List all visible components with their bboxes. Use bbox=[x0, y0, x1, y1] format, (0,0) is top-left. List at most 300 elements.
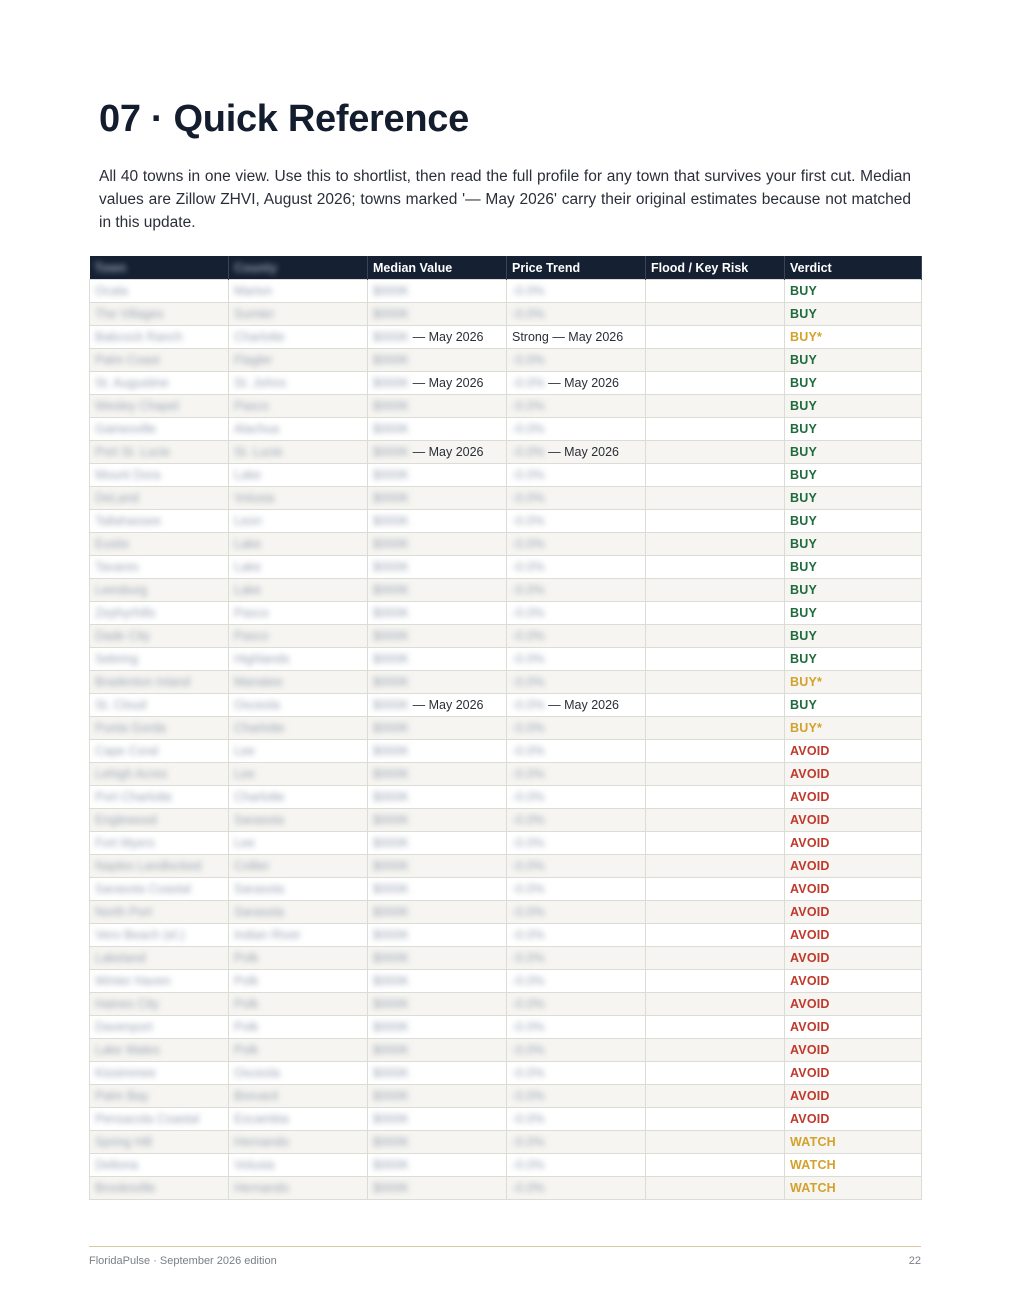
cell-town: North Port bbox=[90, 901, 229, 924]
cell-verdict bbox=[785, 602, 922, 625]
cell-median-value: $000K bbox=[368, 533, 507, 556]
cell-town: Eustis bbox=[90, 533, 229, 556]
verdict-badge: AVOID bbox=[790, 1066, 830, 1080]
verdict-badge: BUY bbox=[790, 445, 817, 459]
cell-town: Brooksville bbox=[90, 1177, 229, 1200]
cell-county: Alachua bbox=[229, 418, 368, 441]
cell-flood-risk bbox=[646, 464, 785, 487]
cell-town: Port St. Lucie bbox=[90, 441, 229, 464]
cell-median-value: $000K — May 2026 bbox=[368, 441, 507, 464]
cell-town: Davenport bbox=[90, 1016, 229, 1039]
cell-flood-risk bbox=[646, 1062, 785, 1085]
cell-price-trend: -0.0% bbox=[507, 901, 646, 924]
cell-flood-risk bbox=[646, 418, 785, 441]
cell-county: Sumter bbox=[229, 303, 368, 326]
cell-verdict bbox=[785, 1108, 922, 1131]
table-row bbox=[90, 395, 922, 418]
cell-town: Palm Bay bbox=[90, 1085, 229, 1108]
cell-price-trend: Strong — May 2026 bbox=[507, 326, 646, 349]
cell-verdict bbox=[785, 395, 922, 418]
verdict-badge: AVOID bbox=[790, 905, 830, 919]
cell-county: Manatee bbox=[229, 671, 368, 694]
cell-price-trend: -0.0% — May 2026 bbox=[507, 441, 646, 464]
cell-verdict bbox=[785, 1085, 922, 1108]
cell-price-trend: -0.0% bbox=[507, 1154, 646, 1177]
col-header-verdict: Verdict bbox=[785, 256, 922, 280]
table-row bbox=[90, 510, 922, 533]
table-header-row bbox=[90, 256, 922, 280]
cell-verdict bbox=[785, 671, 922, 694]
cell-county: Polk bbox=[229, 970, 368, 993]
cell-flood-risk bbox=[646, 924, 785, 947]
cell-median-value: $000K — May 2026 bbox=[368, 372, 507, 395]
cell-flood-risk bbox=[646, 372, 785, 395]
cell-price-trend: -0.0% bbox=[507, 924, 646, 947]
cell-county: Polk bbox=[229, 947, 368, 970]
cell-town: Zephyrhills bbox=[90, 602, 229, 625]
cell-price-trend: -0.0% bbox=[507, 1039, 646, 1062]
cell-town: Mount Dora bbox=[90, 464, 229, 487]
cell-county: Sarasota bbox=[229, 878, 368, 901]
cell-town: Sebring bbox=[90, 648, 229, 671]
table-row bbox=[90, 464, 922, 487]
verdict-badge: BUY bbox=[790, 514, 817, 528]
cell-town: Fort Myers bbox=[90, 832, 229, 855]
table-row bbox=[90, 763, 922, 786]
cell-flood-risk bbox=[646, 832, 785, 855]
cell-price-trend: -0.0% bbox=[507, 418, 646, 441]
cell-county: Lake bbox=[229, 556, 368, 579]
cell-verdict bbox=[785, 303, 922, 326]
cell-county: Volusia bbox=[229, 1154, 368, 1177]
cell-flood-risk bbox=[646, 556, 785, 579]
cell-price-trend: -0.0% bbox=[507, 740, 646, 763]
cell-verdict bbox=[785, 418, 922, 441]
verdict-badge: AVOID bbox=[790, 1020, 830, 1034]
cell-county: Lee bbox=[229, 832, 368, 855]
cell-price-trend: -0.0% bbox=[507, 303, 646, 326]
verdict-badge: BUY bbox=[790, 560, 817, 574]
verdict-badge: BUY bbox=[790, 307, 817, 321]
cell-verdict bbox=[785, 1154, 922, 1177]
cell-town: Lake Wales bbox=[90, 1039, 229, 1062]
cell-price-trend: -0.0% bbox=[507, 878, 646, 901]
cell-price-trend: -0.0% bbox=[507, 809, 646, 832]
cell-town: Tavares bbox=[90, 556, 229, 579]
verdict-badge: BUY bbox=[790, 583, 817, 597]
cell-price-trend: -0.0% bbox=[507, 556, 646, 579]
cell-town: Sarasota Coastal bbox=[90, 878, 229, 901]
verdict-badge: AVOID bbox=[790, 859, 830, 873]
cell-flood-risk bbox=[646, 625, 785, 648]
footer-page-number: 22 bbox=[908, 1255, 921, 1267]
cell-verdict bbox=[785, 763, 922, 786]
table-row bbox=[90, 625, 922, 648]
cell-town: Winter Haven bbox=[90, 970, 229, 993]
cell-price-trend: -0.0% bbox=[507, 1177, 646, 1200]
cell-verdict bbox=[785, 533, 922, 556]
cell-median-value: $000K bbox=[368, 510, 507, 533]
cell-county: Sarasota bbox=[229, 901, 368, 924]
cell-price-trend: -0.0% bbox=[507, 533, 646, 556]
cell-county: Charlotte bbox=[229, 786, 368, 809]
intro-paragraph: All 40 towns in one view. Use this to shortlist, then read the full profile for any town that survives your first cut. Median values are Zillow ZHVI, August 2026; towns marked '— May 2026' carry their original estimates because not matched in this update. bbox=[99, 168, 911, 231]
cell-verdict bbox=[785, 855, 922, 878]
cell-county: Lake bbox=[229, 464, 368, 487]
cell-median-value: $000K bbox=[368, 993, 507, 1016]
cell-median-value: $000K bbox=[368, 671, 507, 694]
cell-town: Englewood bbox=[90, 809, 229, 832]
cell-price-trend: -0.0% bbox=[507, 1085, 646, 1108]
cell-flood-risk bbox=[646, 648, 785, 671]
cell-flood-risk bbox=[646, 1085, 785, 1108]
cell-median-value: $000K bbox=[368, 648, 507, 671]
verdict-badge: BUY bbox=[790, 422, 817, 436]
cell-verdict bbox=[785, 349, 922, 372]
table-row bbox=[90, 671, 922, 694]
verdict-badge: BUY bbox=[790, 468, 817, 482]
cell-flood-risk bbox=[646, 1177, 785, 1200]
cell-flood-risk bbox=[646, 694, 785, 717]
cell-town: Dade City bbox=[90, 625, 229, 648]
cell-county: Osceola bbox=[229, 1062, 368, 1085]
verdict-badge: BUY bbox=[790, 399, 817, 413]
cell-median-value: $000K bbox=[368, 1039, 507, 1062]
col-header-median-value: Median Value bbox=[368, 256, 507, 280]
cell-county: Lake bbox=[229, 533, 368, 556]
cell-median-value: $000K bbox=[368, 1177, 507, 1200]
cell-county: St. Johns bbox=[229, 372, 368, 395]
cell-median-value: $000K bbox=[368, 809, 507, 832]
cell-flood-risk bbox=[646, 602, 785, 625]
cell-town: Punta Gorda bbox=[90, 717, 229, 740]
cell-median-value: $000K bbox=[368, 487, 507, 510]
cell-verdict bbox=[785, 625, 922, 648]
cell-median-value: $000K bbox=[368, 740, 507, 763]
cell-town: Pensacola Coastal bbox=[90, 1108, 229, 1131]
cell-verdict bbox=[785, 441, 922, 464]
verdict-badge: AVOID bbox=[790, 1089, 830, 1103]
cell-county: Lee bbox=[229, 763, 368, 786]
cell-county: Hernando bbox=[229, 1177, 368, 1200]
verdict-badge: AVOID bbox=[790, 813, 830, 827]
cell-price-trend: -0.0% bbox=[507, 671, 646, 694]
table-row bbox=[90, 1062, 922, 1085]
cell-price-trend: -0.0% bbox=[507, 947, 646, 970]
cell-price-trend: -0.0% bbox=[507, 464, 646, 487]
table-row bbox=[90, 970, 922, 993]
table-row bbox=[90, 1108, 922, 1131]
col-header-county: County bbox=[229, 256, 368, 280]
page-title: 07 · Quick Reference bbox=[99, 98, 469, 140]
cell-town: Wesley Chapel bbox=[90, 395, 229, 418]
table-row bbox=[90, 993, 922, 1016]
cell-median-value: $000K bbox=[368, 625, 507, 648]
cell-town: The Villages bbox=[90, 303, 229, 326]
cell-price-trend: -0.0% bbox=[507, 1062, 646, 1085]
cell-town: Leesburg bbox=[90, 579, 229, 602]
verdict-badge: BUY bbox=[790, 491, 817, 505]
cell-verdict bbox=[785, 786, 922, 809]
cell-flood-risk bbox=[646, 1154, 785, 1177]
table-row bbox=[90, 740, 922, 763]
cell-county: Brevard bbox=[229, 1085, 368, 1108]
verdict-badge: BUY bbox=[790, 629, 817, 643]
verdict-badge: WATCH bbox=[790, 1158, 836, 1172]
cell-price-trend: -0.0% bbox=[507, 648, 646, 671]
cell-flood-risk bbox=[646, 901, 785, 924]
cell-flood-risk bbox=[646, 1108, 785, 1131]
cell-town: Babcock Ranch bbox=[90, 326, 229, 349]
cell-verdict bbox=[785, 809, 922, 832]
cell-median-value: $000K bbox=[368, 579, 507, 602]
verdict-badge: BUY bbox=[790, 606, 817, 620]
cell-county: St. Lucie bbox=[229, 441, 368, 464]
cell-flood-risk bbox=[646, 970, 785, 993]
cell-town: DeLand bbox=[90, 487, 229, 510]
cell-county: Hernando bbox=[229, 1131, 368, 1154]
cell-county: Lee bbox=[229, 740, 368, 763]
cell-median-value: $000K bbox=[368, 602, 507, 625]
verdict-badge: AVOID bbox=[790, 997, 830, 1011]
cell-median-value: $000K bbox=[368, 855, 507, 878]
cell-verdict bbox=[785, 832, 922, 855]
cell-county: Collier bbox=[229, 855, 368, 878]
table-row bbox=[90, 1039, 922, 1062]
table-row bbox=[90, 786, 922, 809]
cell-price-trend: -0.0% bbox=[507, 602, 646, 625]
table-row bbox=[90, 878, 922, 901]
cell-price-trend: -0.0% — May 2026 bbox=[507, 694, 646, 717]
table-row bbox=[90, 924, 922, 947]
cell-town: Kissimmee bbox=[90, 1062, 229, 1085]
cell-verdict bbox=[785, 740, 922, 763]
verdict-badge: AVOID bbox=[790, 767, 830, 781]
cell-median-value: $000K bbox=[368, 924, 507, 947]
verdict-badge: AVOID bbox=[790, 836, 830, 850]
table-row bbox=[90, 487, 922, 510]
cell-median-value: $000K bbox=[368, 556, 507, 579]
verdict-badge: BUY* bbox=[790, 675, 823, 689]
cell-median-value: $000K bbox=[368, 1085, 507, 1108]
cell-flood-risk bbox=[646, 1039, 785, 1062]
verdict-badge: AVOID bbox=[790, 790, 830, 804]
verdict-badge: AVOID bbox=[790, 1112, 830, 1126]
cell-town: St. Cloud bbox=[90, 694, 229, 717]
table-row bbox=[90, 947, 922, 970]
cell-county: Lake bbox=[229, 579, 368, 602]
cell-price-trend: -0.0% bbox=[507, 625, 646, 648]
cell-county: Charlotte bbox=[229, 717, 368, 740]
table-row bbox=[90, 1177, 922, 1200]
verdict-badge: AVOID bbox=[790, 951, 830, 965]
cell-price-trend: -0.0% bbox=[507, 487, 646, 510]
verdict-badge: WATCH bbox=[790, 1181, 836, 1195]
cell-town: Lakeland bbox=[90, 947, 229, 970]
cell-verdict bbox=[785, 510, 922, 533]
cell-verdict bbox=[785, 1131, 922, 1154]
table-row bbox=[90, 809, 922, 832]
cell-verdict bbox=[785, 694, 922, 717]
table-row bbox=[90, 694, 922, 717]
cell-verdict bbox=[785, 993, 922, 1016]
cell-flood-risk bbox=[646, 326, 785, 349]
table-row bbox=[90, 1131, 922, 1154]
cell-verdict bbox=[785, 717, 922, 740]
cell-county: Pasco bbox=[229, 395, 368, 418]
cell-town: Vero Beach (el.) bbox=[90, 924, 229, 947]
verdict-badge: WATCH bbox=[790, 1135, 836, 1149]
table-row bbox=[90, 717, 922, 740]
cell-median-value: $000K bbox=[368, 901, 507, 924]
cell-price-trend: -0.0% bbox=[507, 280, 646, 303]
cell-town: Tallahassee bbox=[90, 510, 229, 533]
cell-flood-risk bbox=[646, 303, 785, 326]
table-row bbox=[90, 1016, 922, 1039]
cell-county: Charlotte bbox=[229, 326, 368, 349]
cell-verdict bbox=[785, 487, 922, 510]
verdict-badge: AVOID bbox=[790, 1043, 830, 1057]
cell-median-value: $000K bbox=[368, 947, 507, 970]
cell-price-trend: -0.0% bbox=[507, 786, 646, 809]
verdict-badge: BUY bbox=[790, 284, 817, 298]
cell-verdict bbox=[785, 648, 922, 671]
cell-verdict bbox=[785, 1039, 922, 1062]
cell-verdict bbox=[785, 280, 922, 303]
table-row bbox=[90, 1154, 922, 1177]
cell-county: Polk bbox=[229, 1016, 368, 1039]
verdict-badge: BUY bbox=[790, 698, 817, 712]
cell-verdict bbox=[785, 326, 922, 349]
cell-flood-risk bbox=[646, 349, 785, 372]
verdict-badge: BUY bbox=[790, 537, 817, 551]
cell-verdict bbox=[785, 556, 922, 579]
verdict-badge: AVOID bbox=[790, 974, 830, 988]
cell-median-value: $000K bbox=[368, 303, 507, 326]
cell-price-trend: -0.0% bbox=[507, 510, 646, 533]
cell-flood-risk bbox=[646, 993, 785, 1016]
verdict-badge: AVOID bbox=[790, 882, 830, 896]
table-row bbox=[90, 326, 922, 349]
quick-reference-table bbox=[89, 256, 922, 1200]
cell-price-trend: -0.0% bbox=[507, 1131, 646, 1154]
cell-median-value: $000K bbox=[368, 717, 507, 740]
cell-flood-risk bbox=[646, 1131, 785, 1154]
cell-flood-risk bbox=[646, 533, 785, 556]
table-row bbox=[90, 901, 922, 924]
col-header-flood-risk: Flood / Key Risk bbox=[646, 256, 785, 280]
col-header-town: Town bbox=[90, 256, 229, 280]
cell-price-trend: -0.0% bbox=[507, 993, 646, 1016]
cell-town: Bradenton Inland bbox=[90, 671, 229, 694]
cell-price-trend: -0.0% bbox=[507, 970, 646, 993]
cell-flood-risk bbox=[646, 740, 785, 763]
table-row bbox=[90, 372, 922, 395]
table-row bbox=[90, 602, 922, 625]
cell-county: Highlands bbox=[229, 648, 368, 671]
cell-median-value: $000K bbox=[368, 395, 507, 418]
cell-town: Port Charlotte bbox=[90, 786, 229, 809]
cell-median-value: $000K bbox=[368, 1108, 507, 1131]
verdict-badge: BUY* bbox=[790, 330, 823, 344]
cell-price-trend: -0.0% bbox=[507, 717, 646, 740]
cell-town: St. Augustine bbox=[90, 372, 229, 395]
cell-flood-risk bbox=[646, 878, 785, 901]
cell-median-value: $000K bbox=[368, 1062, 507, 1085]
verdict-badge: AVOID bbox=[790, 744, 830, 758]
table-row bbox=[90, 556, 922, 579]
cell-flood-risk bbox=[646, 395, 785, 418]
cell-flood-risk bbox=[646, 947, 785, 970]
cell-town: Ocala bbox=[90, 280, 229, 303]
cell-town: Deltona bbox=[90, 1154, 229, 1177]
cell-median-value: $000K bbox=[368, 1131, 507, 1154]
cell-price-trend: -0.0% bbox=[507, 832, 646, 855]
cell-median-value: $000K bbox=[368, 280, 507, 303]
table-row bbox=[90, 303, 922, 326]
cell-flood-risk bbox=[646, 579, 785, 602]
cell-median-value: $000K bbox=[368, 1016, 507, 1039]
cell-flood-risk bbox=[646, 809, 785, 832]
table-row bbox=[90, 349, 922, 372]
cell-county: Volusia bbox=[229, 487, 368, 510]
table-row bbox=[90, 579, 922, 602]
cell-flood-risk bbox=[646, 510, 785, 533]
verdict-badge: BUY bbox=[790, 652, 817, 666]
cell-town: Gainesville bbox=[90, 418, 229, 441]
cell-price-trend: -0.0% bbox=[507, 1108, 646, 1131]
cell-median-value: $000K bbox=[368, 832, 507, 855]
cell-median-value: $000K bbox=[368, 464, 507, 487]
table-row bbox=[90, 441, 922, 464]
cell-median-value: $000K — May 2026 bbox=[368, 326, 507, 349]
cell-price-trend: -0.0% — May 2026 bbox=[507, 372, 646, 395]
cell-county: Pasco bbox=[229, 602, 368, 625]
cell-price-trend: -0.0% bbox=[507, 855, 646, 878]
cell-flood-risk bbox=[646, 671, 785, 694]
verdict-badge: BUY bbox=[790, 376, 817, 390]
cell-price-trend: -0.0% bbox=[507, 395, 646, 418]
cell-flood-risk bbox=[646, 280, 785, 303]
col-header-price-trend: Price Trend bbox=[507, 256, 646, 280]
cell-flood-risk bbox=[646, 487, 785, 510]
cell-verdict bbox=[785, 579, 922, 602]
cell-verdict bbox=[785, 970, 922, 993]
cell-verdict bbox=[785, 1177, 922, 1200]
verdict-badge: BUY* bbox=[790, 721, 823, 735]
cell-verdict bbox=[785, 947, 922, 970]
table-row bbox=[90, 855, 922, 878]
cell-median-value: $000K bbox=[368, 349, 507, 372]
cell-county: Escambia bbox=[229, 1108, 368, 1131]
cell-price-trend: -0.0% bbox=[507, 579, 646, 602]
verdict-badge: AVOID bbox=[790, 928, 830, 942]
table-row bbox=[90, 280, 922, 303]
cell-town: Palm Coast bbox=[90, 349, 229, 372]
cell-verdict bbox=[785, 372, 922, 395]
cell-median-value: $000K bbox=[368, 418, 507, 441]
cell-median-value: $000K — May 2026 bbox=[368, 694, 507, 717]
cell-county: Polk bbox=[229, 993, 368, 1016]
cell-county: Osceola bbox=[229, 694, 368, 717]
cell-town: Spring Hill bbox=[90, 1131, 229, 1154]
cell-flood-risk bbox=[646, 786, 785, 809]
table-row bbox=[90, 832, 922, 855]
cell-median-value: $000K bbox=[368, 970, 507, 993]
cell-price-trend: -0.0% bbox=[507, 763, 646, 786]
cell-flood-risk bbox=[646, 441, 785, 464]
cell-verdict bbox=[785, 1062, 922, 1085]
